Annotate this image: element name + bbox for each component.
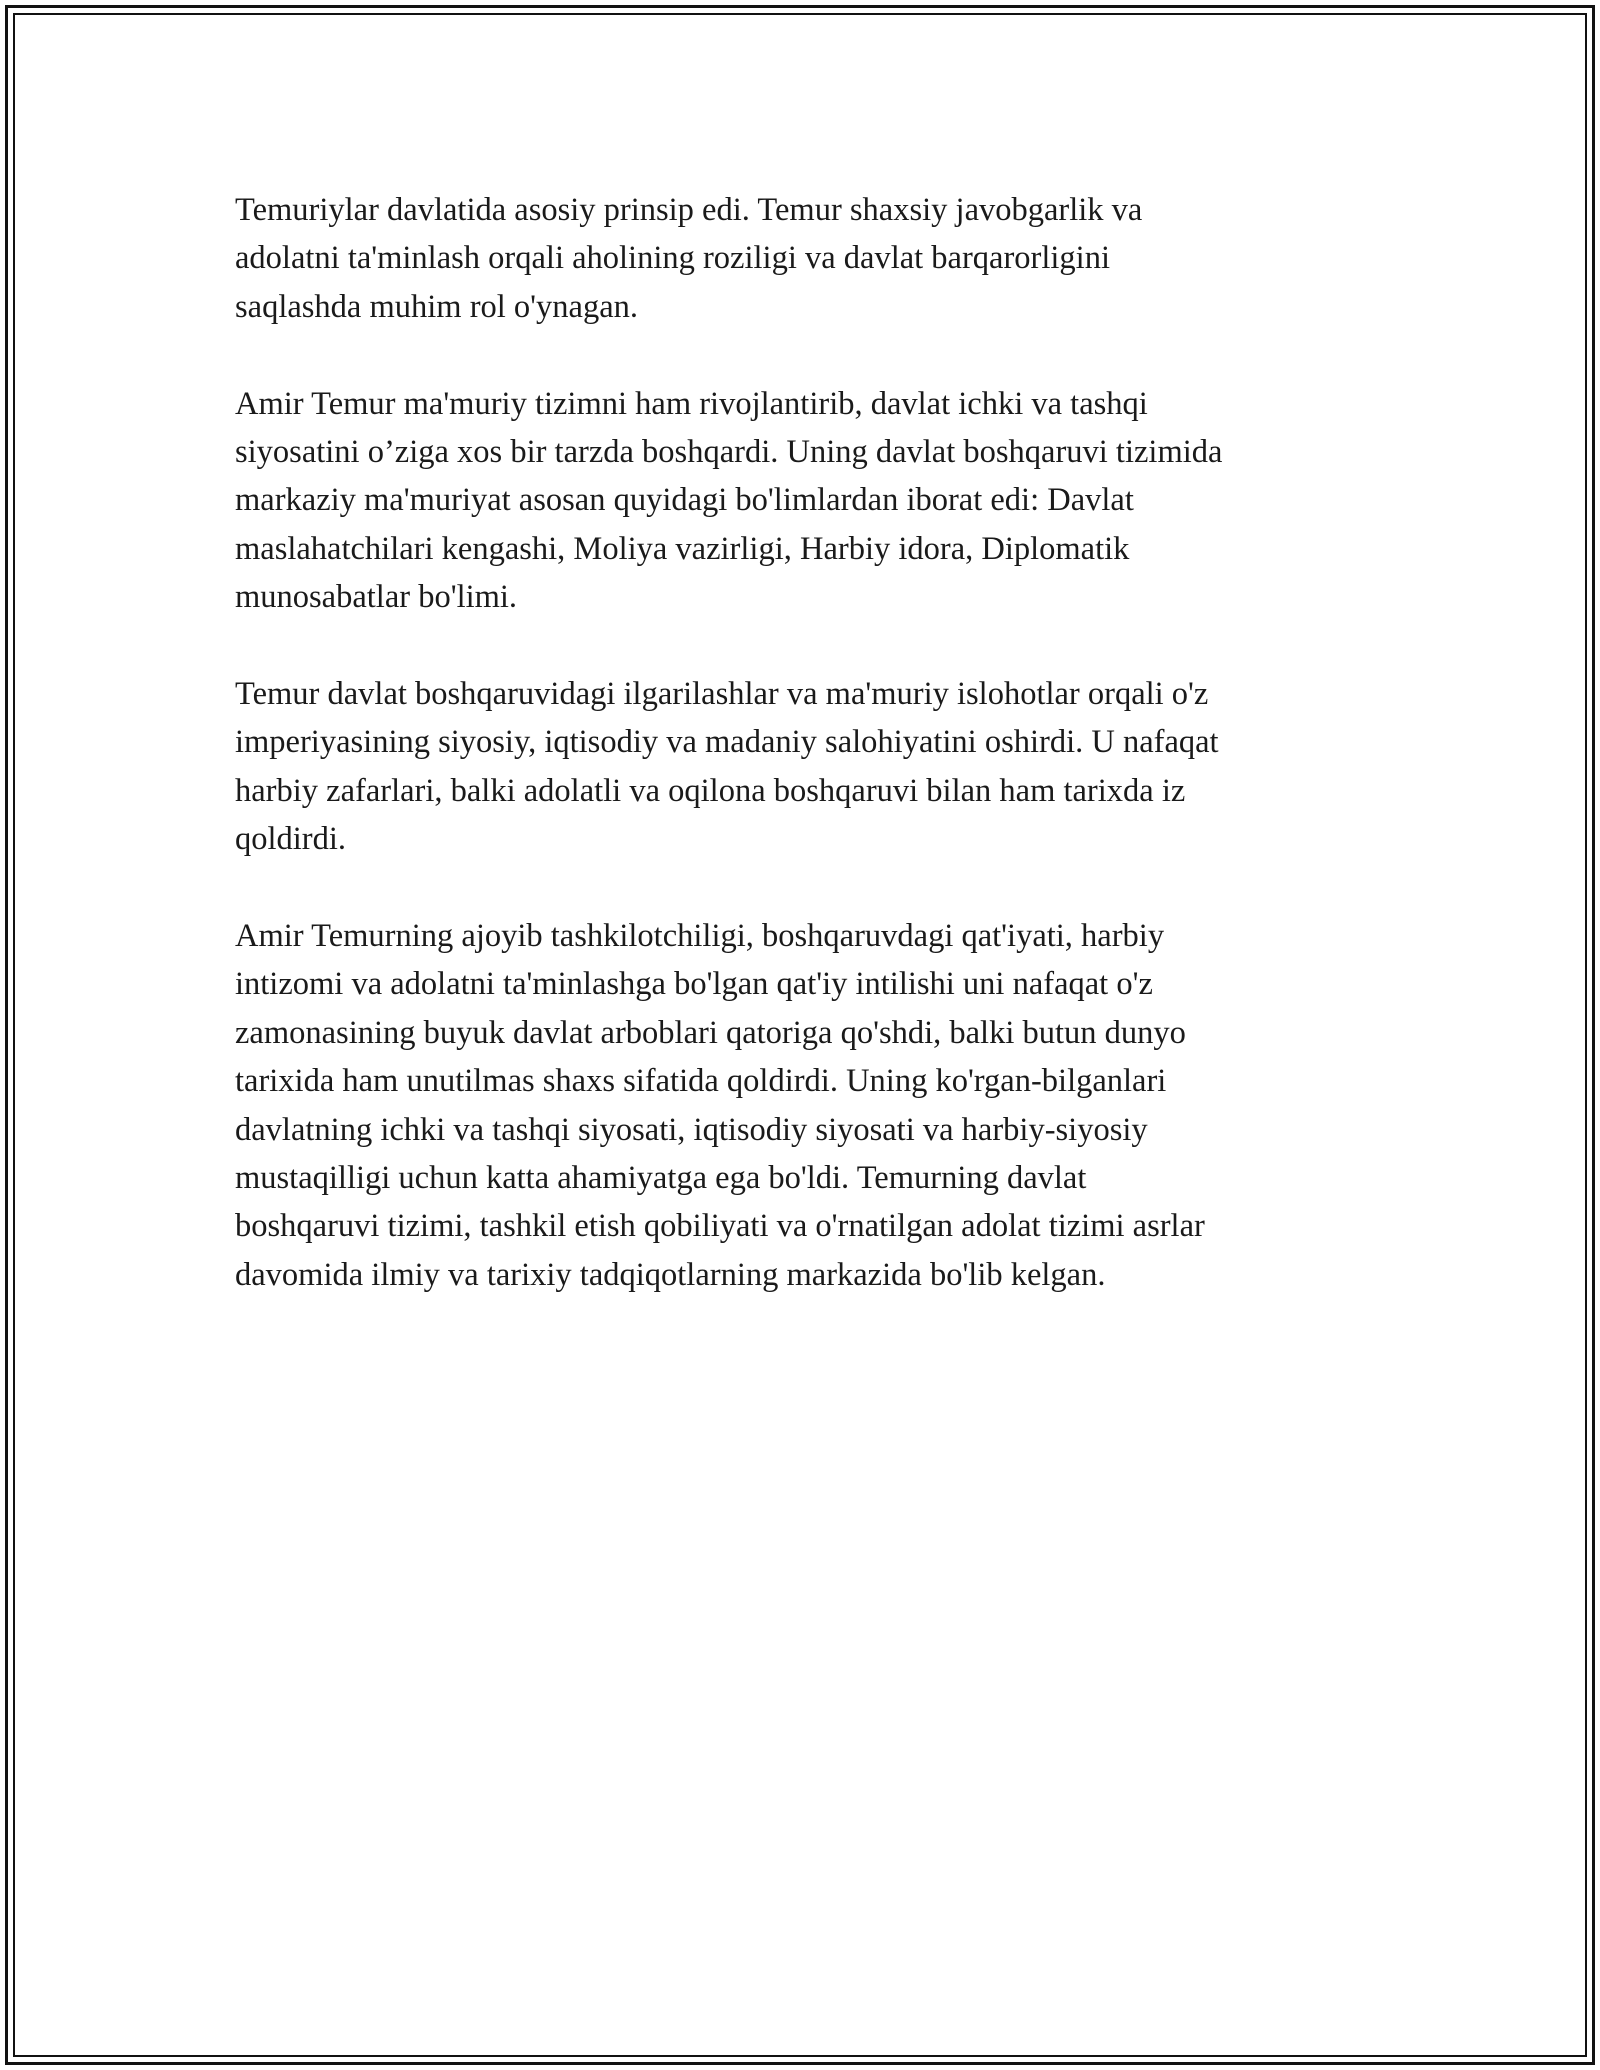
text-line: munosabatlar bo'limi. bbox=[235, 579, 518, 616]
text-line: markaziy ma'muriyat asosan quyidagi bo'limlardan iborat edi: Davlat bbox=[235, 482, 1134, 519]
text-line: intizomi va adolatni ta'minlashga bo'lgan qat'iy intilishi uni nafaqat o'z bbox=[235, 966, 1153, 1003]
text-line: Temuriylar davlatida asosiy prinsip edi. Temur shaxsiy javobgarlik va bbox=[235, 192, 1143, 228]
text-line: siyosatini o’ziga xos bir tarzda boshqardi. Uning davlat boshqaruvi tizimida bbox=[235, 434, 1223, 471]
text-line: davomida ilmiy va tarixiy tadqiqotlarning markazida bo'lib kelgan. bbox=[235, 1256, 1106, 1293]
paragraph-3 bbox=[235, 670, 1375, 864]
text-line: Temur davlat boshqaruvidagi ilgarilashlar va ma'muriy islohotlar orqali o'z bbox=[235, 676, 1209, 713]
text-line: Amir Temurning ajoyib tashkilotchiligi, boshqaruvdagi qat'iyati, harbiy bbox=[235, 918, 1165, 955]
paragraph-4 bbox=[235, 912, 1375, 1299]
text-line: harbiy zafarlari, balki adolatli va oqilona boshqaruvi bilan ham tarixda iz bbox=[235, 772, 1186, 809]
text-line: maslahatchilari kengashi, Moliya vazirligi, Harbiy idora, Diplomatik bbox=[235, 530, 1130, 567]
paragraph-1 bbox=[235, 186, 1375, 331]
text-line: davlatning ichki va tashqi siyosati, iqtisodiy siyosati va harbiy-siyosiy bbox=[235, 1111, 1148, 1148]
document-body bbox=[235, 186, 1375, 1348]
text-line: mustaqilligi uchun katta ahamiyatga ega bo'ldi. Temurning davlat bbox=[235, 1160, 1087, 1197]
text-line: Amir Temur ma'muriy tizimni ham rivojlantirib, davlat ichki va tashqi bbox=[235, 385, 1148, 422]
text-line: boshqaruvi tizimi, tashkil etish qobiliyati va o'rnatilgan adolat tizimi asrlar bbox=[235, 1208, 1205, 1245]
text-line: imperiyasining siyosiy, iqtisodiy va madaniy salohiyatini oshirdi. U nafaqat bbox=[235, 724, 1219, 761]
text-line: qoldirdi. bbox=[235, 821, 347, 858]
text-line: adolatni ta'minlash orqali aholining roziligi va davlat barqarorligini bbox=[235, 240, 1110, 277]
text-line: zamonasining buyuk davlat arboblari qatoriga qo'shdi, balki butun dunyo bbox=[235, 1014, 1186, 1051]
paragraph-2 bbox=[235, 380, 1375, 622]
text-line: tarixida ham unutilmas shaxs sifatida qoldirdi. Uning ko'rgan-bilganlari bbox=[235, 1063, 1167, 1100]
text-line: saqlashda muhim rol o'ynagan. bbox=[235, 288, 638, 325]
